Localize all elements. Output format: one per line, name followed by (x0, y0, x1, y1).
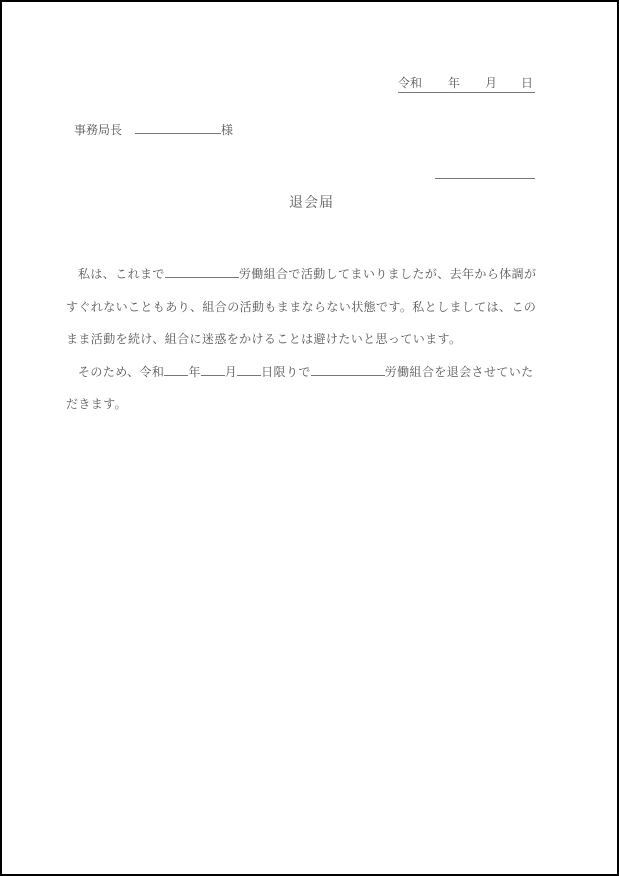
withdrawal-month-blank (201, 363, 225, 376)
date-year-label: 年 (448, 76, 461, 90)
withdrawal-day-blank (237, 363, 261, 376)
addressee (74, 121, 233, 138)
paragraph-2-part-2: 年 (188, 364, 201, 379)
addressee-name-blank (135, 121, 221, 134)
addressee-honorific: 様 (221, 123, 234, 137)
paragraph-1-part-2: 労働組合で活動してまいりましたが、去年から体調がすぐれないこともあり、組合の活動もままならない状態です。私としましては、このまま活動を続け、組合に迷惑をかけることは避けたいと思っています。 (66, 267, 537, 346)
paragraph-1-part-1: 私は、これまで (78, 267, 165, 281)
document-body (66, 258, 544, 421)
withdrawal-year-blank (164, 363, 188, 376)
date-month-label: 月 (485, 76, 498, 90)
paragraph-2 (66, 356, 544, 421)
union-name-blank (165, 265, 239, 278)
paragraph-2-part-3: 月 (224, 364, 238, 379)
paragraph-1 (66, 258, 544, 356)
date-line (398, 75, 535, 93)
paragraph-2-part-5: 労働組合を退会させていただきます。 (66, 364, 534, 411)
date-day-label: 日 (521, 76, 534, 90)
signature-line (435, 178, 535, 179)
union-name-blank-2 (311, 363, 385, 376)
paragraph-2-part-4: 日限りで (261, 364, 311, 379)
paragraph-2-part-1: そのため、令和 (78, 364, 165, 379)
date-era: 令和 (398, 76, 423, 90)
addressee-title: 事務局長 (74, 123, 123, 137)
document-title: 退会届 (289, 195, 334, 211)
